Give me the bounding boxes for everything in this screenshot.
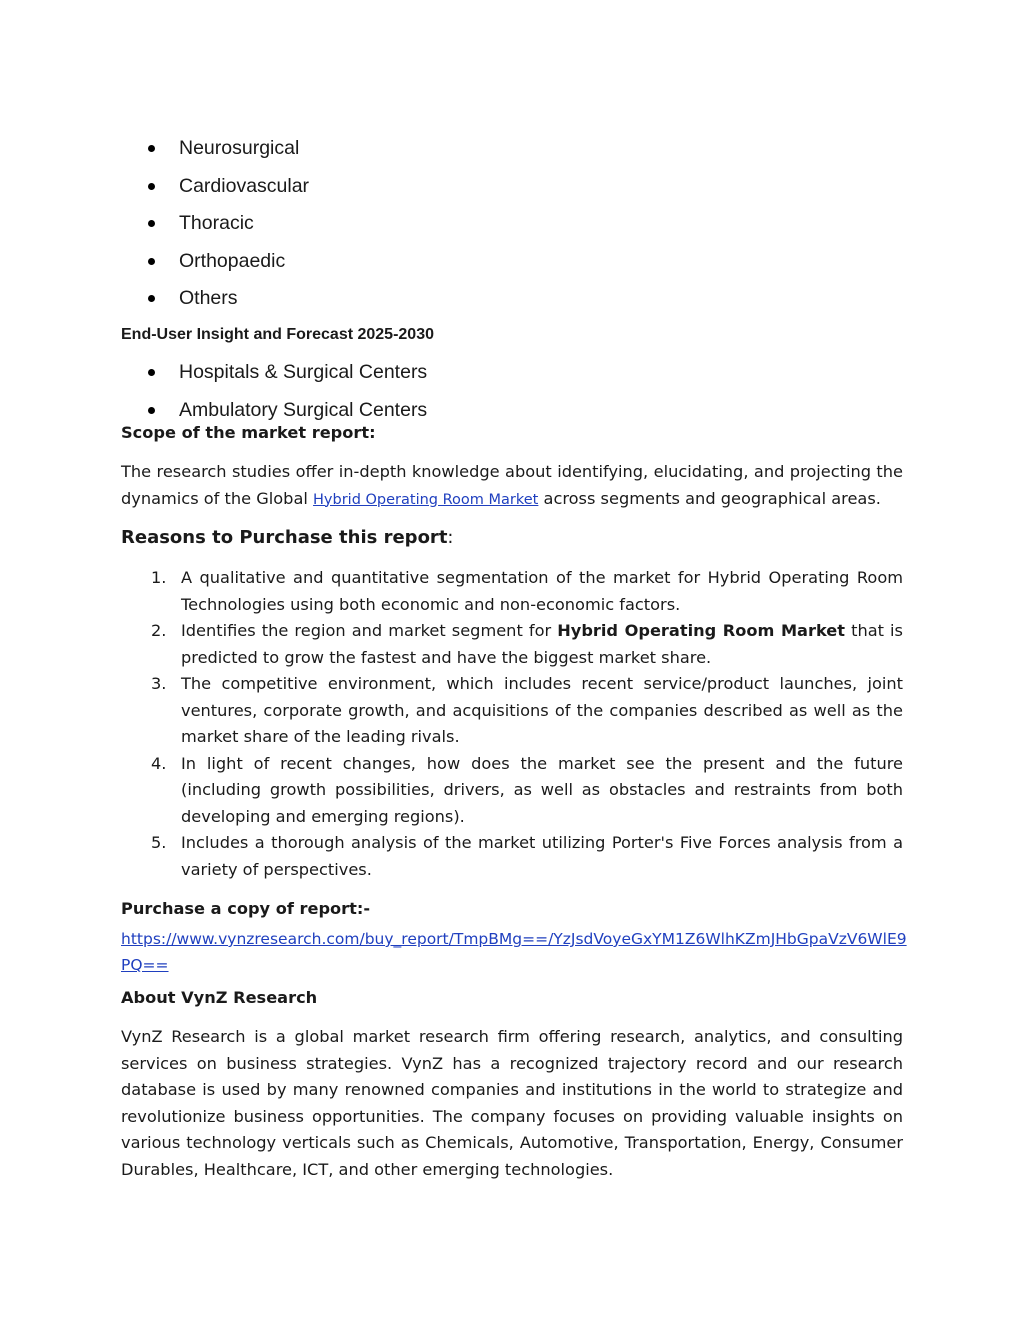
list-item — [121, 176, 309, 196]
list-item — [121, 751, 903, 831]
list-item-label: Orthopaedic — [179, 249, 286, 272]
list-item — [121, 288, 309, 308]
list-number: 2. — [151, 621, 167, 640]
list-item-text: The competitive environment, which includes recent service/product launches, joint ventures, corporate growth, and acquisitions of the companies described as well as the market share of the leading rivals. — [181, 674, 903, 746]
list-item-label: Hospitals & Surgical Centers — [179, 361, 428, 383]
segment-type-list — [121, 138, 309, 308]
bullet-dot — [148, 145, 155, 152]
list-item — [121, 830, 903, 883]
list-item-text: In light of recent changes, how does the market see the present and the future (including growth possibilities, drivers, as well as obstacles and restraints from both developing and emerging regions). — [181, 753, 903, 826]
list-number: 5. — [151, 833, 167, 852]
scope-text-start: The research studies offer in-depth knowledge about identifying, elucidating, and projecting the dynamics of the Global — [121, 462, 903, 508]
list-item-label: Thoracic — [179, 212, 254, 234]
list-number: 3. — [151, 674, 167, 693]
list-item-label: Others — [179, 287, 238, 309]
bullet-dot — [148, 220, 155, 227]
scope-text-end: across segments and geographical areas. — [538, 488, 881, 508]
list-item-label: Neurosurgical — [179, 137, 300, 159]
list-item — [121, 671, 903, 751]
bullet-dot — [148, 183, 155, 190]
list-item-text-start: Identifies the region and market segment for — [181, 621, 558, 640]
purchase-heading: Purchase a copy of report:- — [121, 899, 371, 918]
bullet-dot — [148, 295, 155, 302]
about-heading: About VynZ Research — [121, 988, 318, 1007]
scope-heading: Scope of the market report: — [121, 423, 376, 442]
list-item-text: Includes a thorough analysis of the market utilizing Porter's Five Forces analysis from a variety of perspectives. — [181, 833, 903, 879]
list-item — [121, 400, 427, 420]
list-item — [121, 138, 309, 158]
list-item — [121, 565, 903, 618]
scope-paragraph — [121, 459, 903, 513]
market-link[interactable]: Hybrid Operating Room Market — [313, 491, 539, 508]
list-item-text-end: that is predicted to grow the fastest and have the biggest market share. — [181, 621, 903, 667]
list-item — [121, 618, 903, 671]
bullet-dot — [148, 369, 155, 376]
list-item — [121, 251, 309, 271]
purchase-link[interactable] — [121, 926, 907, 978]
reasons-heading — [121, 527, 454, 548]
list-item-bold: Hybrid Operating Room Market — [557, 621, 846, 640]
list-item — [121, 213, 309, 233]
purchase-url-line1[interactable]: https://www.vynzresearch.com/buy_report/TmpBMg==/YzJsdVoyeGxYM1Z6WlhKZmJHbGpaVzV6WlE9 — [121, 930, 907, 948]
list-item-label: Cardiovascular — [179, 174, 310, 197]
bullet-dot — [148, 258, 155, 265]
list-number: 4. — [151, 753, 167, 773]
reasons-list — [121, 565, 903, 883]
list-number: 1. — [151, 568, 167, 587]
list-item-label: Ambulatory Surgical Centers — [179, 399, 428, 421]
list-item — [121, 362, 427, 382]
bullet-dot — [148, 407, 155, 414]
end-user-list — [121, 362, 427, 420]
reasons-heading-colon: : — [447, 527, 454, 548]
about-paragraph: VynZ Research is a global market research firm offering research, analytics, and consulting services on business strategies. VynZ has a recognized trajectory record and our research database is used by many renowned companies and institutions in the world to strategize and revolutionize business opportunities. The company focuses on providing valuable insights on various technology verticals such as Chemicals, Automotive, Transportation, Energy, Consumer Durables, Healthcare, ICT, and other emerging technologies. — [121, 1027, 903, 1179]
reasons-heading-text: Reasons to Purchase this report — [121, 527, 448, 548]
purchase-url-line2[interactable]: PQ== — [121, 956, 169, 974]
list-item-text: A qualitative and quantitative segmentation of the market for Hybrid Operating Room Technologies using both economic and non-economic factors. — [181, 568, 903, 614]
end-user-heading: End-User Insight and Forecast 2025-2030 — [121, 326, 434, 343]
